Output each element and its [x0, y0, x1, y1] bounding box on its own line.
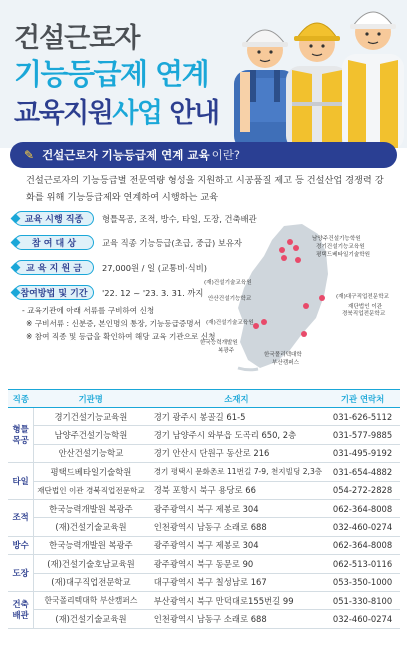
institution-table	[8, 389, 400, 629]
table-row	[8, 499, 400, 517]
map-label: 경기건설기능교육원	[316, 244, 365, 250]
cat-cell: 형틀 목공	[8, 408, 34, 463]
note-line: ※ 구비서류 : 신분증, 본인명의 통장, 기능등급증명서	[26, 319, 201, 328]
header-inst: 기관명	[34, 390, 148, 408]
map-label: 안산건설기능학교	[208, 296, 252, 302]
table-row	[8, 591, 400, 609]
note-line: ※ 참여 직종 및 등급을 확인하여 해당 교육 기관으로 신청	[26, 332, 216, 341]
phone-cell: 032-460-0274	[325, 610, 400, 628]
addr-cell: 경기 평택시 문화촌로 11번길 7-9, 천지빌딩 2,3층	[148, 463, 325, 481]
phone-cell: 031-626-5112	[325, 408, 400, 426]
table-row	[8, 555, 400, 573]
addr-cell: 경기 광주시 봉골길 61-5	[148, 408, 325, 426]
pin-namyangju	[287, 239, 293, 245]
korea-map	[198, 222, 403, 372]
addr-cell: 대구광역시 북구 칠성남로 167	[148, 573, 325, 591]
phone-cell: 053-350-1000	[325, 573, 400, 591]
phone-cell: 031-495-9192	[325, 444, 400, 462]
inst-cell: 평택드베타일기술학원	[34, 463, 148, 481]
map-label: 남양주건설기능학원	[312, 236, 361, 242]
table-row	[8, 444, 400, 462]
inst-cell: (재)대구직업전문학교	[34, 573, 148, 591]
phone-cell: 054-272-2828	[325, 481, 400, 499]
inst-cell: 한국폴리텍대학 부산캠퍼스	[34, 591, 148, 609]
note-line: - 교육기관에 아래 서류를 구비하여 신청	[22, 306, 155, 315]
map-label: (재)대구직업전문학교	[336, 294, 389, 300]
info-value: 형틀목공, 조적, 방수, 타일, 도장, 건축배관	[102, 213, 257, 224]
phone-cell: 032-460-0274	[325, 518, 400, 536]
map-label: 한국능력개발원	[200, 340, 238, 346]
map-label: (재)건설기술교육원	[204, 280, 252, 286]
cat-cell: 건축 배관	[8, 591, 34, 628]
inst-cell: (재)건설기술호남교육원	[34, 555, 148, 573]
table-row	[8, 518, 400, 536]
inst-cell: 경기건설기능교육원	[34, 408, 148, 426]
inst-cell: (재)건설기술교육원	[34, 610, 148, 628]
addr-cell: 인천광역시 남동구 소래로 688	[148, 518, 325, 536]
inst-cell: 한국능력개발원 복광주	[34, 536, 148, 554]
hero-title-line2: 기능등급제 연계	[14, 57, 209, 91]
info-row-method	[14, 285, 203, 300]
pin-ansan	[281, 255, 287, 261]
info-value: 27,000원 / 일 (교통비·식비)	[102, 262, 207, 273]
pin-gwangju-honam	[261, 319, 267, 325]
table-header-row	[8, 390, 400, 408]
addr-cell: 광주광역시 북구 동문로 90	[148, 555, 325, 573]
hero-section	[0, 0, 407, 148]
phone-cell: 051-330-8100	[325, 591, 400, 609]
map-label: 경북직업전문학교	[342, 311, 386, 317]
phone-cell: 031-654-4882	[325, 463, 400, 481]
pin-busan	[301, 331, 307, 337]
pin-pohang	[319, 295, 325, 301]
addr-cell: 경기 안산시 단원구 동산로 216	[148, 444, 325, 462]
map-label: (재)건설기술교육원	[206, 320, 254, 326]
inst-cell: (재)건설기술교육원	[34, 518, 148, 536]
info-label: 교육 시행 직종	[14, 211, 94, 226]
cat-cell: 조적	[8, 499, 34, 536]
map-label: 재단법인 이관	[348, 304, 383, 310]
info-row-subsidy	[14, 260, 207, 275]
table-row	[8, 426, 400, 444]
workers-illustration	[214, 0, 407, 148]
section-banner	[10, 142, 397, 168]
table-row	[8, 610, 400, 628]
notes	[22, 304, 215, 343]
table-row	[8, 536, 400, 554]
header-cat: 직종	[8, 390, 34, 408]
pin-incheon	[279, 247, 285, 253]
phone-cell: 062-513-0116	[325, 555, 400, 573]
header-addr: 소재지	[148, 390, 325, 408]
pin-gyeonggi	[293, 245, 299, 251]
map-label: 평택드베타일기술학원	[316, 252, 371, 258]
addr-cell: 경기 남양주시 와부읍 도곡리 650, 2층	[148, 426, 325, 444]
info-label: 참 여 대 상	[14, 235, 94, 250]
info-value: 교육 직종 기능등급(초급, 중급) 보유자	[102, 237, 242, 248]
addr-cell: 광주광역시 북구 제봉로 304	[148, 499, 325, 517]
table-row	[8, 481, 400, 499]
map-label: 부산캠퍼스	[272, 360, 300, 366]
cat-cell: 타일	[8, 463, 34, 500]
hero-title-line1: 건설근로자	[14, 23, 140, 54]
map-label: 한국폴리텍대학	[264, 352, 302, 358]
addr-cell: 경북 포항시 북구 용당로 66	[148, 481, 325, 499]
info-label: 교 육 지 원 금	[14, 260, 94, 275]
header-phone: 기관 연락처	[325, 390, 400, 408]
map-label: 복광주	[218, 348, 235, 354]
phone-cell: 062-364-8008	[325, 499, 400, 517]
pin-daegu	[303, 303, 309, 309]
pin-pyeongtaek	[295, 257, 301, 263]
inst-cell: 남양주건설기능학원	[34, 426, 148, 444]
pencil-icon: ✎	[24, 148, 35, 162]
addr-cell: 인천광역시 남동구 소래로 688	[148, 610, 325, 628]
inst-cell: 안산건설기능학교	[34, 444, 148, 462]
banner-suffix: 이란?	[211, 148, 240, 162]
info-value: '22. 12 ~ '23. 3. 31. 까지	[102, 287, 204, 298]
worker-middle	[286, 23, 348, 148]
phone-cell: 031-577-9885	[325, 426, 400, 444]
inst-cell: 재단법인 이관 경북직업전문학교	[34, 481, 148, 499]
table-row	[8, 463, 400, 481]
hero-title-line3: 교육지원사업 안내	[14, 98, 219, 129]
table-row	[8, 573, 400, 591]
inst-cell: 한국능력개발원 복광주	[34, 499, 148, 517]
intro-text: 건설근로자의 기능등급별 전문역량 형성을 지원하고 시공품질 제고 등 건설산업 경쟁력 강화를 위해 기능등급제와 연계하여 시행하는 교육	[26, 175, 384, 203]
worker-right	[342, 12, 404, 148]
cat-cell: 도장	[8, 555, 34, 592]
info-label: 참여방법 및 기간	[14, 285, 94, 300]
addr-cell: 부산광역시 북구 만덕대로155번길 99	[148, 591, 325, 609]
table-row	[8, 408, 400, 426]
banner-title: 건설근로자 기능등급제 연계 교육	[42, 148, 210, 162]
addr-cell: 광주광역시 북구 제봉로 304	[148, 536, 325, 554]
cat-cell: 방수	[8, 536, 34, 554]
phone-cell: 062-364-8008	[325, 536, 400, 554]
